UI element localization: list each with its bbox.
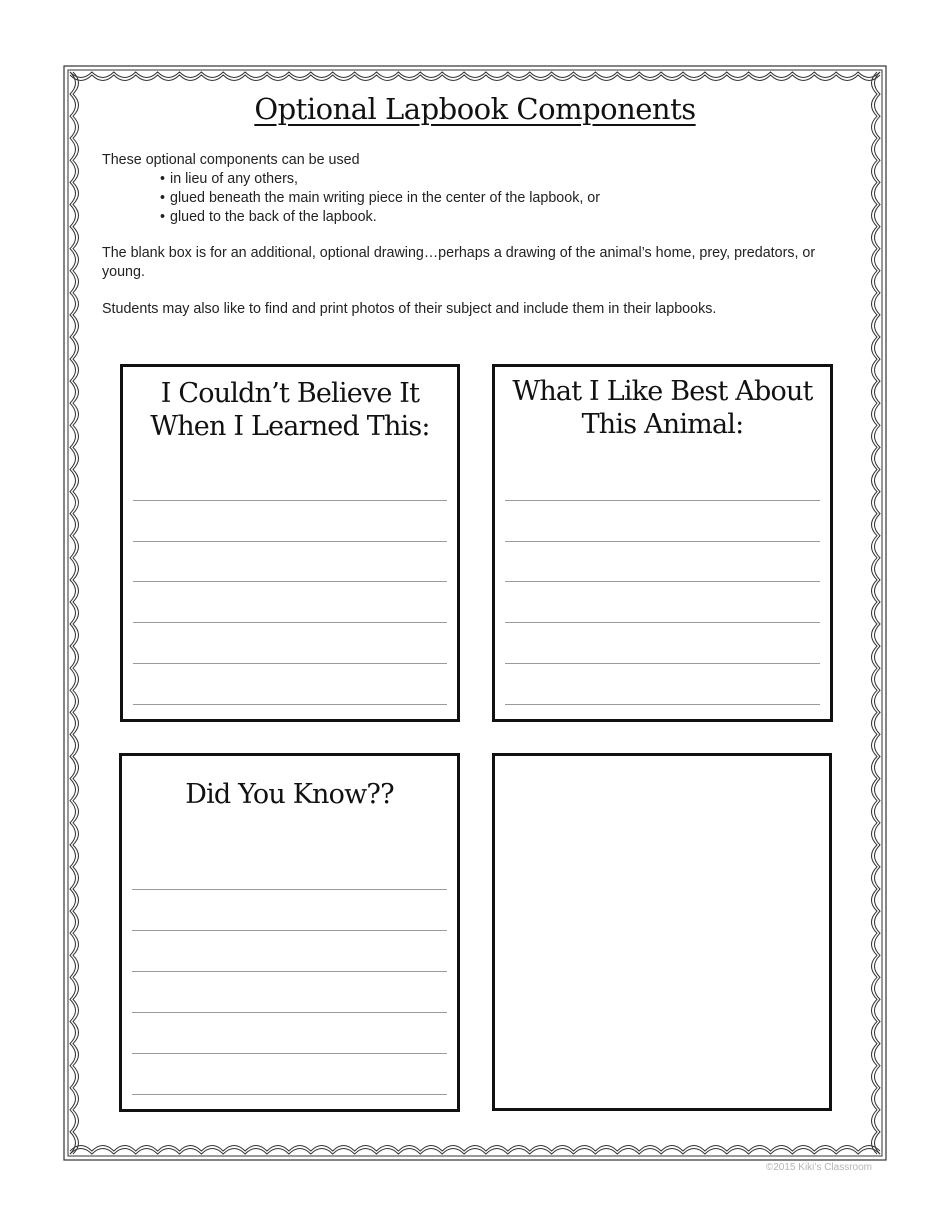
intro-bullet-list	[102, 170, 862, 227]
writing-line	[505, 500, 820, 501]
writing-line	[505, 704, 820, 705]
writing-line	[505, 663, 820, 664]
writing-line	[132, 930, 447, 931]
did-you-know-box	[119, 753, 460, 1112]
intro-lead: These optional components can be used	[102, 152, 360, 168]
drawing-paragraph: The blank box is for an additional, optional drawing…perhaps a drawing of the animal’s home, prey, predators, or young.	[102, 245, 816, 280]
blank-drawing-box	[492, 753, 832, 1111]
believe-box-heading	[123, 377, 457, 443]
heading-line: This Animal:	[581, 409, 744, 440]
writing-line	[132, 1094, 447, 1095]
writing-line	[133, 541, 447, 542]
writing-line	[505, 541, 820, 542]
writing-line	[132, 1053, 447, 1054]
writing-line	[132, 889, 447, 890]
like-best-box-heading	[495, 375, 830, 441]
writing-line	[133, 704, 447, 705]
intro-section	[102, 151, 862, 227]
writing-line	[133, 500, 447, 501]
heading-line: What I Like Best About	[512, 376, 813, 407]
writing-line	[132, 1012, 447, 1013]
photos-paragraph: Students may also like to find and print photos of their subject and include them in their lapbooks.	[102, 301, 717, 317]
heading-line: I Couldn’t Believe It	[160, 378, 420, 409]
bullet-item: • in lieu of any others,	[160, 170, 862, 189]
did-you-know-heading	[122, 778, 457, 811]
writing-line	[133, 663, 447, 664]
writing-line	[133, 622, 447, 623]
bullet-item: • glued to the back of the lapbook.	[160, 208, 862, 227]
page-title: Optional Lapbook Components	[254, 92, 696, 126]
writing-line	[132, 971, 447, 972]
copyright-footer: ©2015 Kiki’s Classroom	[765, 1162, 872, 1173]
believe-box	[120, 364, 460, 722]
like-best-box	[492, 364, 833, 722]
writing-line	[505, 622, 820, 623]
writing-line	[133, 581, 447, 582]
writing-line	[505, 581, 820, 582]
heading-line: When I Learned This:	[150, 411, 430, 442]
bullet-item: • glued beneath the main writing piece in the center of the lapbook, or	[160, 189, 862, 208]
heading-line: Did You Know??	[185, 779, 394, 810]
